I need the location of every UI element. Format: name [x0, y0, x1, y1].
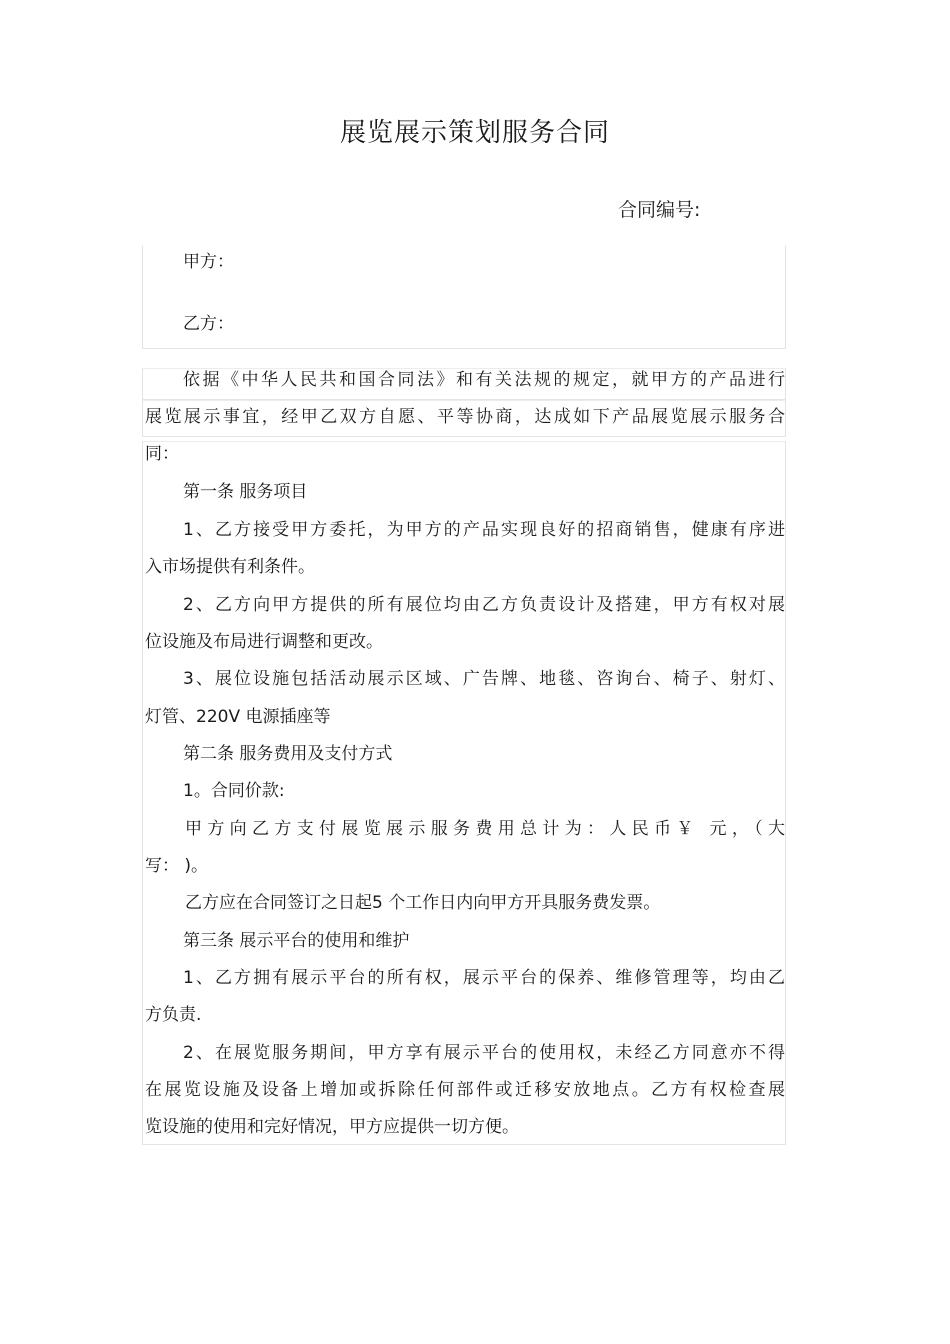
article-heading: 第三条 展示平台的使用和维护 [183, 931, 410, 951]
body-line: 在展览设施及设备上增加或拆除任何部件或迁移安放地点。乙方有权检查展 [145, 1080, 785, 1100]
article-heading: 第二条 服务费用及支付方式 [183, 744, 393, 764]
contract-number-label: 合同编号: [618, 199, 701, 221]
body-line: 灯管、220V 电源插座等 [145, 707, 331, 727]
body-line: 2、乙方向甲方提供的所有展位均由乙方负责设计及搭建，甲方有权对展 [183, 595, 785, 615]
body-line: 同： [145, 444, 179, 464]
body-line: 写： )。 [145, 856, 209, 876]
body-line: 3、展位设施包括活动展示区域、广告牌、地毯、咨询台、椅子、射灯、 [183, 669, 785, 689]
body-line: 1。合同价款: [183, 781, 285, 801]
body-line: 方负责. [145, 1005, 202, 1025]
article-heading: 第一条 服务项目 [183, 482, 308, 502]
body-line: 甲方向乙方支付展览展示服务费用总计为：人民币￥ 元，（大 [185, 819, 785, 839]
party-a-label: 甲方： [183, 252, 234, 272]
body-line: 览设施的使用和完好情况，甲方应提供一切方便。 [145, 1117, 519, 1137]
body-line: 2、在展览服务期间，甲方享有展示平台的使用权，未经乙方同意亦不得 [183, 1043, 785, 1063]
body-line: 乙方应在合同签订之日起5 个工作日内向甲方开具服务费发票。 [185, 893, 661, 913]
body-line: 展览展示事宜，经甲乙双方自愿、平等协商，达成如下产品展览展示服务合 [145, 407, 785, 427]
document-title: 展览展示策划服务合同 [339, 118, 610, 148]
body-line: 位设施及布局进行调整和更改。 [145, 632, 383, 652]
body-line: 1、乙方拥有展示平台的所有权，展示平台的保养、维修管理等，均由乙 [183, 968, 785, 988]
party-b-label: 乙方： [183, 314, 234, 334]
body-line: 入市场提供有利条件。 [145, 557, 315, 577]
body-line: 依据《中华人民共和国合同法》和有关法规的规定，就甲方的产品进行 [183, 370, 785, 390]
body-line: 1、乙方接受甲方委托，为甲方的产品实现良好的招商销售，健康有序进 [183, 520, 785, 540]
